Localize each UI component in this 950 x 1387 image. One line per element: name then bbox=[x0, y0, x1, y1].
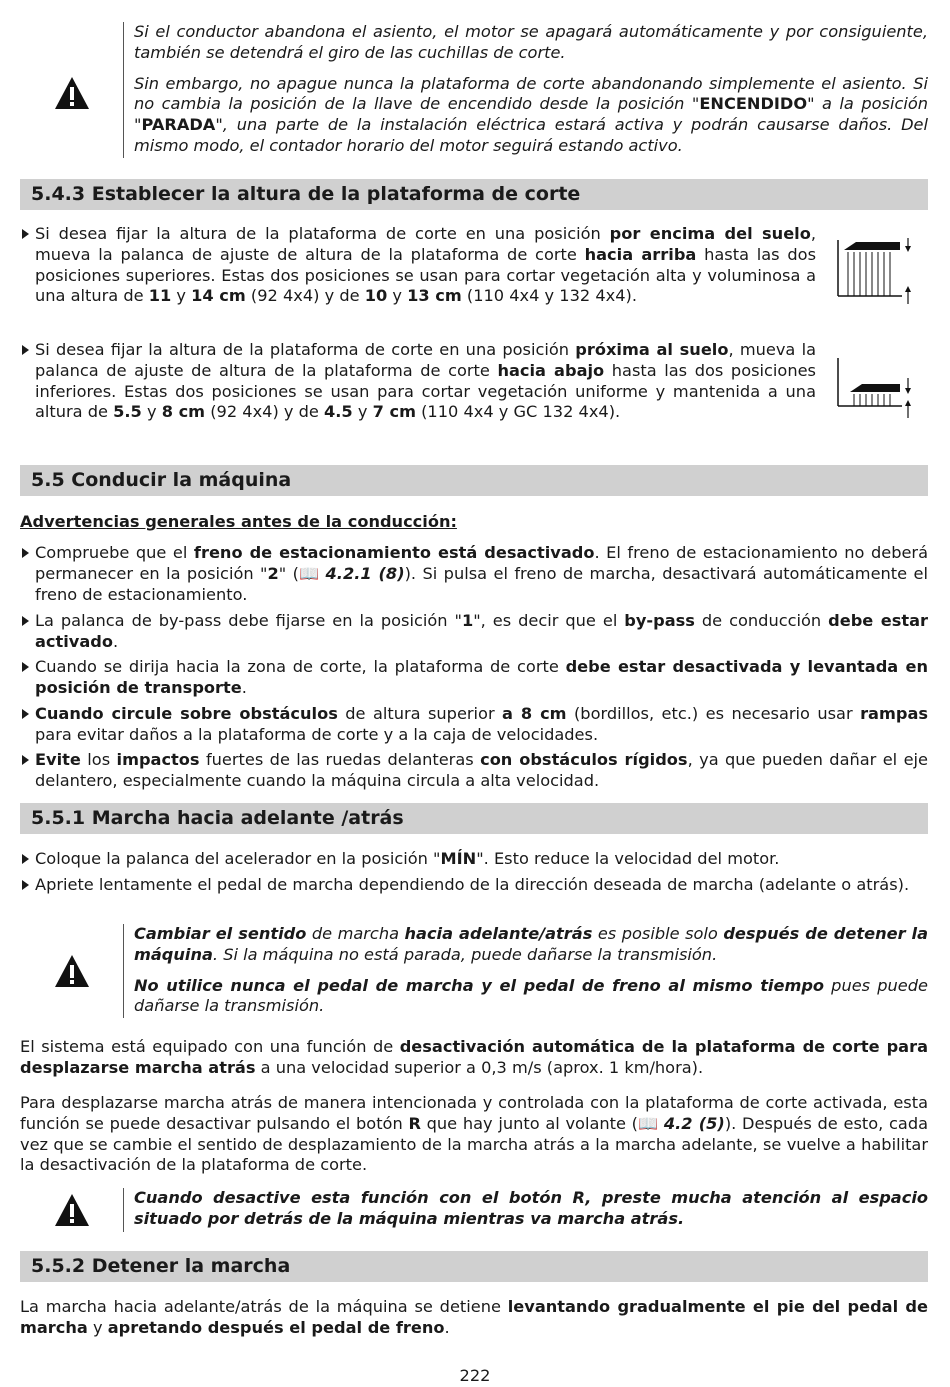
warning-triangle-icon bbox=[54, 76, 90, 110]
warning-paragraph: Si el conductor abandona el asiento, el motor se apagará automáticamente y por consiguiente, también se detendrá el giro de las cuchillas de corte. bbox=[134, 22, 928, 62]
section-heading-5-5: 5.5 Conducir la máquina bbox=[20, 465, 928, 496]
list-item: Apriete lentamente el pedal de marcha dependiendo de la dirección deseada de marcha (adelante o atrás). bbox=[20, 875, 928, 896]
warning-text-block bbox=[123, 1188, 928, 1232]
paragraph: Para desplazarse marcha atrás de manera intencionada y controlada con la plataforma de corte activada, esta función se puede desactivar pulsando el botón R que hay junto al volante (📖 4.2 (5)). Después de esto, cada vez que se cambie el sentido de desplazamiento de la marcha atrás a la marcha adelante, se vuelve a habilitar la desactivación de la plataforma de corte. bbox=[20, 1093, 929, 1175]
paragraph: La marcha hacia adelante/atrás de la máquina se detiene levantando gradualmente el pie del pedal de marcha y apretando después el pedal de freno. bbox=[20, 1297, 928, 1337]
warning-paragraph: Cuando desactive esta función con el botón R, preste mucha atención al espacio situado por detrás de la máquina mientras va marcha atrás. bbox=[134, 1188, 928, 1228]
paragraph: El sistema está equipado con una función de desactivación automática de la plataforma de corte para desplazarse marcha atrás a una velocidad superior a 0,3 m/s (aprox. 1 km/hora). bbox=[20, 1037, 928, 1077]
warning-triangle-icon bbox=[54, 954, 90, 988]
warning-text-block bbox=[123, 924, 928, 1018]
warning-text-block bbox=[123, 22, 928, 158]
section-heading-5-5-1: 5.5.1 Marcha hacia adelante /atrás bbox=[20, 803, 928, 834]
book-icon: 📖 bbox=[298, 563, 320, 583]
warning-triangle-icon bbox=[54, 1193, 90, 1227]
book-icon: 📖 bbox=[637, 1113, 659, 1133]
page-number: 222 bbox=[459, 1366, 491, 1385]
list-item: Cuando circule sobre obstáculos de altura superior a 8 cm (bordillos, etc.) es necesario usar rampas para evitar daños a la plataforma de corte y a la caja de velocidades. bbox=[20, 704, 928, 746]
section-heading-5-5-2: 5.5.2 Detener la marcha bbox=[20, 1251, 928, 1282]
list-item: Cuando se dirija hacia la zona de corte, la plataforma de corte debe estar desactivada y levantada en posición de transporte. bbox=[20, 657, 928, 699]
subheading: Advertencias generales antes de la conducción: bbox=[20, 512, 457, 531]
section-heading-5-4-3: 5.4.3 Establecer la altura de la plataforma de corte bbox=[20, 179, 928, 210]
list-item: La palanca de by-pass debe fijarse en la posición "1", es decir que el by-pass de conducción debe estar activado. bbox=[20, 611, 928, 653]
height-up-diagram bbox=[834, 236, 914, 308]
list-item: Compruebe que el freno de estacionamiento está desactivado. El freno de estacionamiento no deberá permanecer en la posición "2" (📖 4.2.1 (8)). Si pulsa el freno de marcha, desactivará automáticamente el freno de estacionamiento. bbox=[20, 543, 928, 605]
height-down-diagram bbox=[834, 356, 914, 420]
warning-paragraph: Sin embargo, no apague nunca la plataforma de corte abandonando simplemente el asiento. Si no cambia la posición de la llave de encendido desde la posición "ENCENDIDO" a la posición "PARADA", una parte de la instalación eléctrica estará activa y podrán causarse daños. Del mismo modo, el contador horario del motor seguirá estando activo. bbox=[134, 73, 929, 155]
list-item: Evite los impactos fuertes de las ruedas delanteras con obstáculos rígidos, ya que pueden dañar el eje delantero, especialmente cuando la máquina circula a alta velocidad. bbox=[20, 750, 928, 792]
list-item: Si desea fijar la altura de la plataforma de corte en una posición por encima del suelo, mueva la palanca de ajuste de altura de la plataforma de corte hacia arriba hasta las dos posiciones superiores. Estas dos posiciones se usan para cortar vegetación alta y voluminosa a una altura de 11 y 14 cm (92 4x4) y de 10 y 13 cm (110 4x4 y 132 4x4). bbox=[20, 224, 816, 307]
list-item: Si desea fijar la altura de la plataforma de corte en una posición próxima al suelo, mueva la palanca de ajuste de altura de la plataforma de corte hacia abajo hasta las dos posiciones inferiores. Estas dos posiciones se usan para cortar vegetación uniforme y mantenida a una altura de 5.5 y 8 cm (92 4x4) y de 4.5 y 7 cm (110 4x4 y GC 132 4x4). bbox=[20, 340, 816, 423]
warning-paragraph: No utilice nunca el pedal de marcha y el pedal de freno al mismo tiempo pues puede dañarse la transmisión. bbox=[134, 975, 928, 1016]
warning-paragraph: Cambiar el sentido de marcha hacia adelante/atrás es posible solo después de detener la máquina. Si la máquina no está parada, puede dañarse la transmisión. bbox=[134, 924, 929, 964]
list-item: Coloque la palanca del acelerador en la posición "MÍN". Esto reduce la velocidad del motor. bbox=[20, 849, 928, 870]
